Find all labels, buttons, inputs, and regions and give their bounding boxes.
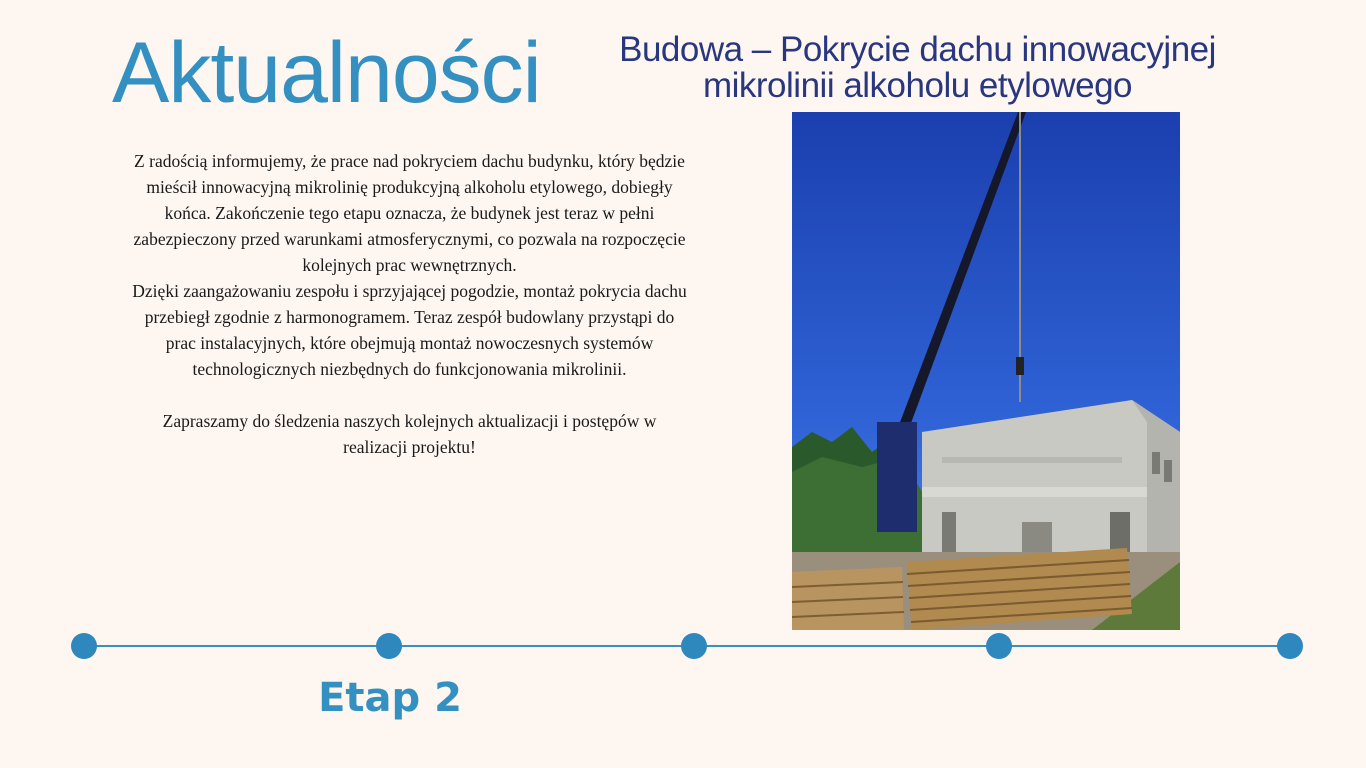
paragraph-1: Z radością informujemy, że prace nad pokryciem dachu budynku, który będzie mieścił innowacyjną mikrolinię produkcyjną alkoholu etylowego, dobiegły końca. Zakończenie tego etapu oznacza, że budynek jest teraz w pełni zabezpieczony przed warunkami atmosferycznymi, co pozwala na rozpoczęcie kolejnych prac wewnętrznych. xyxy=(133,151,686,275)
paragraph-3: Zapraszamy do śledzenia naszych kolejnych aktualizacji i postępów w realizacji projektu! xyxy=(162,411,657,457)
timeline-dot-5 xyxy=(1277,633,1303,659)
article-body xyxy=(132,148,687,460)
page-title: Aktualności xyxy=(112,25,541,121)
paragraph-2: Dzięki zaangażowaniu zespołu i sprzyjającej pogodzie, montaż pokrycia dachu przebiegł zgodnie z harmonogramem. Teraz zespół budowlany przystąpi do prac instalacyjnych, które obejmują montaż nowoczesnych systemów technologicznych niezbędnych do funkcjonowania mikrolinii. xyxy=(132,281,687,379)
subtitle-line-1: Budowa – Pokrycie dachu innowacyjnej xyxy=(619,30,1216,69)
subtitle-line-2: mikrolinii alkoholu etylowego xyxy=(702,66,1133,105)
timeline-dot-4 xyxy=(986,633,1012,659)
timeline-dot-1 xyxy=(71,633,97,659)
timeline-dot-2 xyxy=(376,633,402,659)
timeline-dot-3 xyxy=(681,633,707,659)
construction-photo xyxy=(792,112,1180,630)
article-subtitle xyxy=(590,32,1245,104)
stage-label: Etap 2 xyxy=(318,675,462,721)
